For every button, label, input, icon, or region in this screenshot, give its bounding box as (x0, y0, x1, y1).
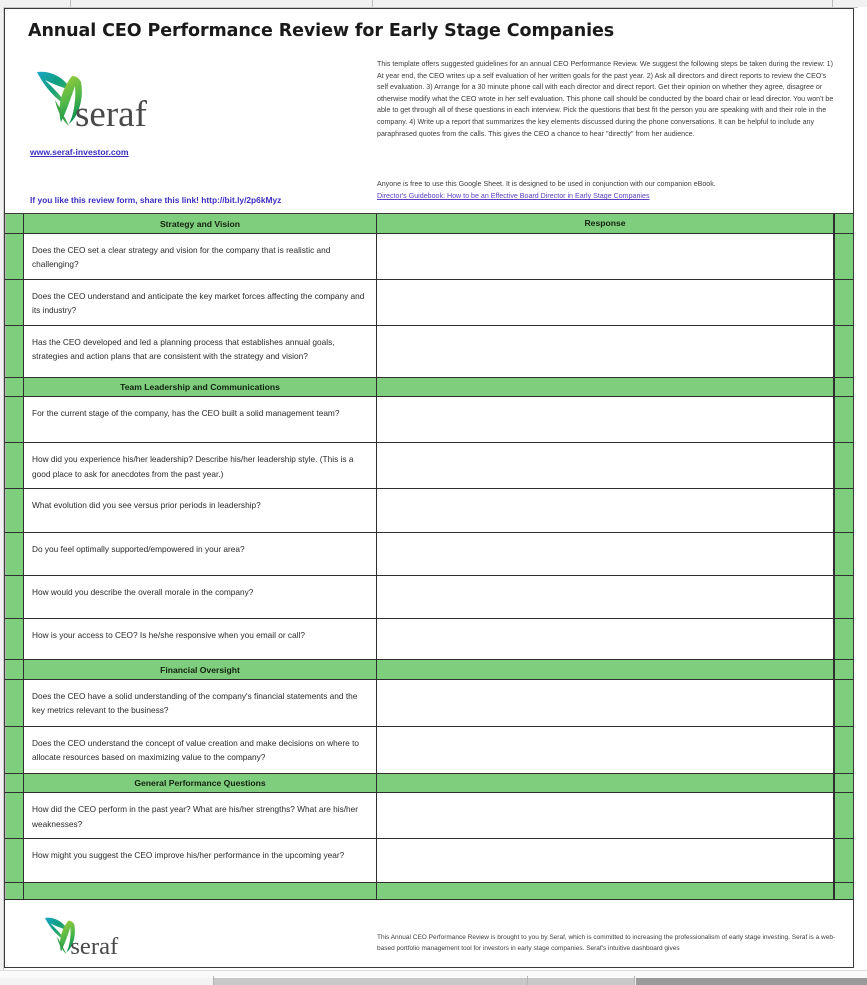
review-questions-table (5, 214, 853, 900)
intro-clip-fade (377, 147, 839, 159)
table-bottom-band (5, 883, 853, 900)
question-text: How is your access to CEO? Is he/she responsive when you email or call? (24, 619, 377, 659)
svg-text:seraf: seraf (70, 933, 119, 960)
review-form-document (4, 8, 854, 968)
question-text: Does the CEO have a solid understanding of the company's financial statements and the key metrics relevant to the business? (24, 680, 377, 726)
left-rail-cell (5, 839, 24, 882)
document-header (5, 9, 853, 214)
ebook-note: Anyone is free to use this Google Sheet. It is designed to be used in conjunction with our companion eBook. (377, 180, 716, 188)
right-rail-cell (834, 774, 853, 793)
question-row (5, 680, 853, 727)
section-header-response-cell (377, 660, 834, 679)
question-text: For the current stage of the company, has the CEO built a solid management team? (24, 397, 377, 442)
left-rail-cell (5, 214, 24, 233)
question-row (5, 839, 853, 883)
right-rail-cell (834, 576, 853, 618)
section-heading: Strategy and Vision (24, 214, 377, 233)
left-rail-cell (5, 680, 24, 726)
document-footer (5, 900, 853, 964)
section-heading: Team Leadership and Communications (24, 378, 377, 397)
response-input-cell[interactable] (377, 397, 834, 442)
right-rail-cell (834, 839, 853, 882)
left-rail-cell (5, 378, 24, 397)
section-header-response-cell (377, 378, 834, 397)
response-input-cell[interactable] (377, 727, 834, 773)
response-input-cell[interactable] (377, 234, 834, 279)
response-input-cell[interactable] (377, 839, 834, 882)
response-column-header: Response (377, 214, 834, 233)
question-text: What evolution did you see versus prior periods in leadership? (24, 489, 377, 532)
response-input-cell[interactable] (377, 489, 834, 532)
response-input-cell[interactable] (377, 443, 834, 488)
question-row (5, 443, 853, 489)
section-header-row (5, 774, 853, 794)
response-input-cell[interactable] (377, 280, 834, 325)
spreadsheet-right-margin (858, 7, 867, 970)
question-row (5, 234, 853, 280)
right-rail-cell (834, 489, 853, 532)
section-heading: Financial Oversight (24, 660, 377, 679)
seraf-wordmark: seraf (75, 94, 147, 135)
left-rail-cell (5, 619, 24, 659)
intro-block (377, 59, 839, 140)
left-rail-cell (5, 533, 24, 575)
response-input-cell[interactable] (377, 326, 834, 377)
question-text: Do you feel optimally supported/empowered in your area? (24, 533, 377, 575)
response-input-cell[interactable] (377, 619, 834, 659)
left-rail-cell (5, 883, 24, 899)
seraf-logo (31, 66, 151, 141)
section-header-row (5, 378, 853, 398)
page-title: Annual CEO Performance Review for Early Stage Companies (28, 21, 615, 41)
question-text: Does the CEO set a clear strategy and vision for the company that is realistic and challenging? (24, 234, 377, 279)
question-text: Does the CEO understand and anticipate the key market forces affecting the company and its industry? (24, 280, 377, 325)
question-text: How would you describe the overall morale in the company? (24, 576, 377, 618)
right-rail-cell (834, 793, 853, 838)
right-rail-cell (834, 883, 853, 899)
question-text: Has the CEO developed and led a planning process that establishes annual goals, strategies and action plans that are consistent with the strategy and vision? (24, 326, 377, 377)
question-row (5, 576, 853, 619)
question-row (5, 280, 853, 326)
left-rail-cell (5, 774, 24, 793)
question-row (5, 619, 853, 660)
ebook-guidebook-link[interactable]: Director's Guidebook: How to be an Effective Board Director in Early Stage Companies (377, 192, 650, 200)
footer-about-text: This Annual CEO Performance Review is brought to you by Seraf, which is committed to increasing the professionalism of early stage investing. Seraf is a web-based portfolio management tool for investors in early stage companies. Seraf's intuitive dashboard gives (377, 934, 836, 952)
right-rail-cell (834, 214, 853, 233)
question-text: Does the CEO understand the concept of value creation and make decisions on where to allocate resources based on maximizing value to the company? (24, 727, 377, 773)
right-rail-cell (834, 326, 853, 377)
question-row (5, 727, 853, 774)
bottom-band-right (377, 883, 834, 899)
right-rail-cell (834, 727, 853, 773)
seraf-website-link[interactable]: www.seraf-investor.com (30, 147, 129, 157)
question-row (5, 326, 853, 378)
question-text: How might you suggest the CEO improve his/her performance in the upcoming year? (24, 839, 377, 882)
left-rail-cell (5, 234, 24, 279)
bottom-band-left (24, 883, 377, 899)
question-row (5, 533, 853, 576)
right-rail-cell (834, 280, 853, 325)
left-rail-cell (5, 397, 24, 442)
response-input-cell[interactable] (377, 533, 834, 575)
section-header-row (5, 660, 853, 680)
left-rail-cell (5, 326, 24, 377)
right-rail-cell (834, 378, 853, 397)
right-rail-cell (834, 660, 853, 679)
response-input-cell[interactable] (377, 793, 834, 838)
question-row (5, 793, 853, 839)
section-heading: General Performance Questions (24, 774, 377, 793)
response-input-cell[interactable] (377, 576, 834, 618)
left-rail-cell (5, 793, 24, 838)
section-header-row (5, 214, 853, 234)
spreadsheet-column-header-strip (0, 0, 867, 8)
right-rail-cell (834, 443, 853, 488)
question-text: How did the CEO perform in the past year? What are his/her strengths? What are his/her weaknesses? (24, 793, 377, 838)
horizontal-scrollbar[interactable] (0, 970, 867, 985)
question-row (5, 489, 853, 533)
left-rail-cell (5, 489, 24, 532)
right-rail-cell (834, 533, 853, 575)
left-rail-cell (5, 280, 24, 325)
right-rail-cell (834, 397, 853, 442)
seraf-logo-footer (27, 914, 135, 964)
response-input-cell[interactable] (377, 680, 834, 726)
right-rail-cell (834, 234, 853, 279)
intro-paragraph: This template offers suggested guidelines for an annual CEO Performance Review. We suggest the following steps be taken during the review: 1) At year end, the CEO writes up a self evaluation of her written goals for the past year. 2) Ask all directors and direct reports to review the CEO's self evaluation. 3) Arrange for a 30 minute phone call with each director and direct report. Get their opinion on whether they agree, disagree or otherwise modify what the CEO wrote in her self evaluation. This phone call should be conducted by the board chair or lead director. You won't be able to get through all of these questions in each interview. Pick the questions that best fit the person you are speaking with and their role in the company. 4) Write up a report that summarizes the key elements discussed during the phone conversations. It can be helpful to include any paraphrased quotes from the calls. This gives the CEO a chance to hear "directly" from her audience. (377, 60, 834, 138)
question-row (5, 397, 853, 443)
left-rail-cell (5, 576, 24, 618)
right-rail-cell (834, 619, 853, 659)
question-text: How did you experience his/her leadership? Describe his/her leadership style. (This is a good place to ask for anecdotes from the past year.) (24, 443, 377, 488)
right-rail-cell (834, 680, 853, 726)
left-rail-cell (5, 660, 24, 679)
share-link-note[interactable]: If you like this review form, share this link! http://bit.ly/2p6kMyz (30, 195, 282, 205)
left-rail-cell (5, 443, 24, 488)
left-rail-cell (5, 727, 24, 773)
section-header-response-cell (377, 774, 834, 793)
